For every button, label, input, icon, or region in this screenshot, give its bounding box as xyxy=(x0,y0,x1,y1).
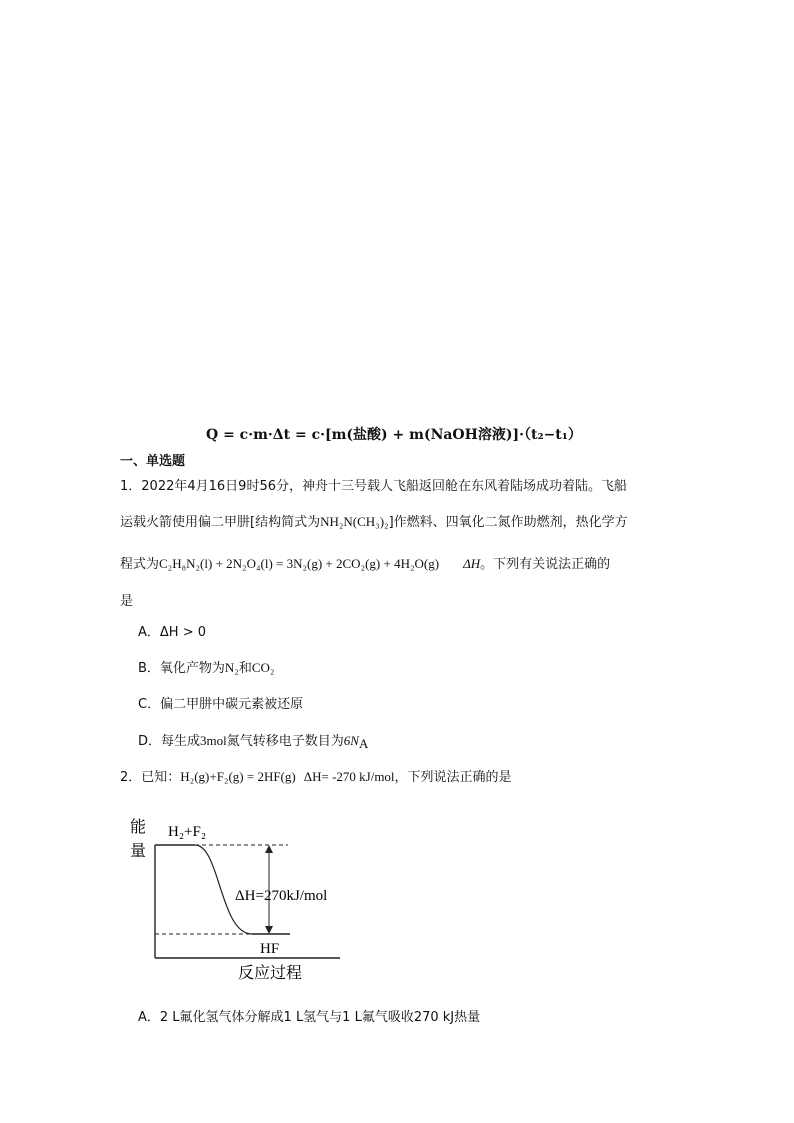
q1-option-d-pre: D．每生成 xyxy=(138,734,201,749)
q1-option-a: A．ΔH > 0 xyxy=(138,625,206,640)
q1-option-b-pre: B．氧化产物为 xyxy=(138,661,225,676)
q2-stem-post: ，下列说法正确的是 xyxy=(394,770,512,785)
q2-option-a: A．2 L氟化氢气体分解成1 L氢气与1 L氟气吸收270 kJ热量 xyxy=(138,1010,481,1025)
arrow-head-up xyxy=(265,845,273,853)
q1-option-d-mid: 氮气转移电子数目为 xyxy=(226,734,344,749)
heat-formula: Q = c·m·Δt = c·[m(盐酸) + m(NaOH溶液)]·（t₂−t₁） xyxy=(206,427,582,443)
energy-diagram xyxy=(120,812,360,984)
q1-line2-pre: 运载火箭使用偏二甲肼[结构简式为 xyxy=(120,515,321,530)
q1-option-b xyxy=(138,657,274,676)
q1-line3 xyxy=(120,553,610,572)
q1-line1: 1．2022年4月16日9时56分，神舟十三号载人飞船返回舱在东风着陆场成功着陆。飞船 xyxy=(120,479,627,494)
q1-thermo-equation: C₂H₈N₂(l) + 2N₂O₄(l) = 3N₂(g) + 2CO₂(g) + 4H₂O(g) xyxy=(159,556,440,571)
q1-option-d-amount: 3mol xyxy=(200,733,227,748)
y-axis-label-2: 量 xyxy=(130,843,147,860)
section-heading: 一、单选题 xyxy=(120,454,186,469)
q1-line3-pre: 程式为 xyxy=(120,557,160,572)
q1-line4: 是 xyxy=(120,594,134,609)
q1-line3-post: 。下列有关说法正确的 xyxy=(480,557,611,572)
product-label: HF xyxy=(260,941,280,957)
q1-option-b-formula: N₂和CO₂ xyxy=(224,660,275,675)
q2-stem-delta-h: ΔH= -270 kJ/mol xyxy=(303,769,395,784)
q1-option-c: C．偏二甲肼中碳元素被还原 xyxy=(138,697,304,712)
q1-option-d-sub: A xyxy=(358,736,369,751)
x-axis-label: 反应过程 xyxy=(238,965,303,982)
arrow-head-down xyxy=(265,926,273,934)
reactant-label: H₂+F₂ xyxy=(168,824,207,840)
q1-delta-h: ΔH xyxy=(463,556,481,571)
q1-line2 xyxy=(120,511,628,530)
q1-option-d xyxy=(138,730,368,749)
q2-stem-pre: 2．已知： xyxy=(120,770,181,785)
q1-structure-formula: NH₂N(CH₃)₂ xyxy=(320,514,389,529)
q1-line2-post: ]作燃料、四氧化二氮作助燃剂，热化学方 xyxy=(388,515,628,530)
q1-option-d-value: 6N xyxy=(343,733,359,748)
y-axis-label-1: 能 xyxy=(130,819,147,836)
q2-stem-equation: H₂(g)+F₂(g) = 2HF(g) xyxy=(180,769,296,784)
delta-h-label: ΔH=270kJ/mol xyxy=(235,888,328,904)
q2-stem xyxy=(120,766,512,785)
